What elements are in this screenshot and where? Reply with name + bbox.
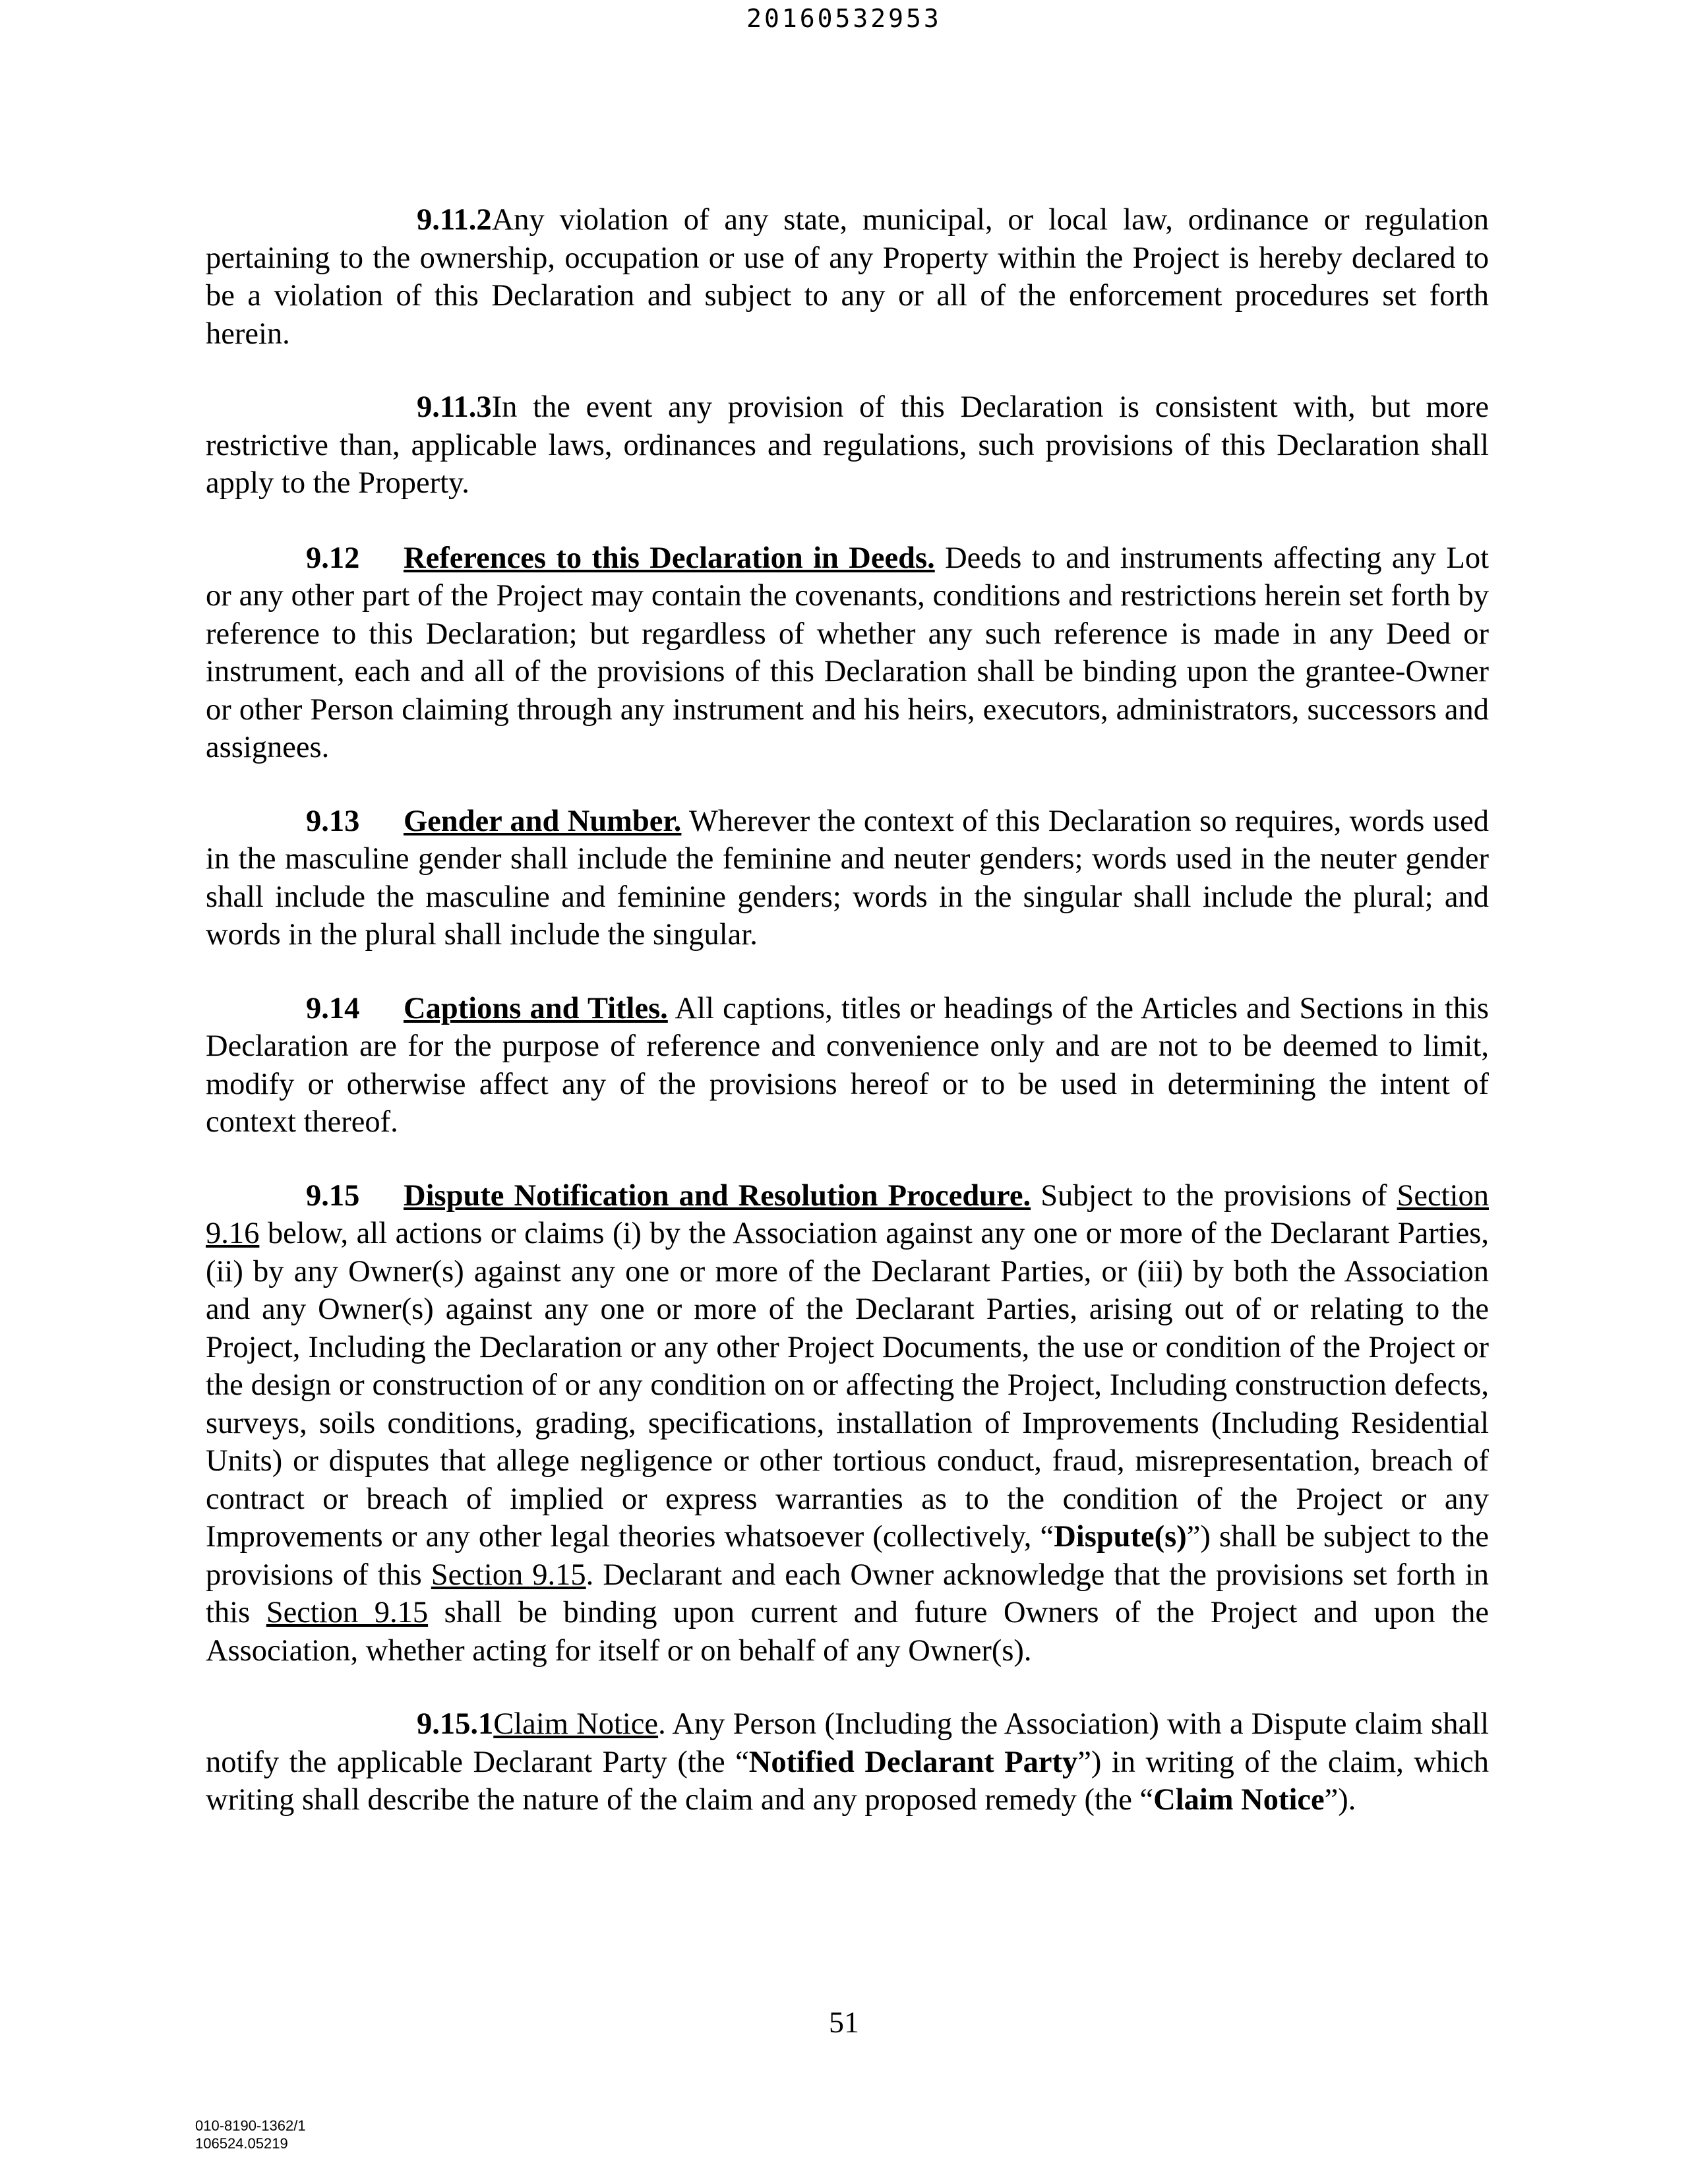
section-number: 9.11.3 [417, 390, 492, 424]
section-number: 9.13 [306, 804, 360, 838]
paragraph-text: . Any Person (Including the Association) with a Dispute claim shall notify the applicable Declarant Party (the “ [206, 1707, 1489, 1779]
paragraph-9-15 [206, 1177, 1489, 1670]
section-number: 9.12 [306, 541, 360, 575]
section-heading: References to this Declaration in Deeds. [404, 541, 935, 575]
section-reference: Section 9.15 [431, 1558, 586, 1592]
paragraph-text: below, all actions or claims (i) by the Association against any one or more of the Declarant Parties, (ii) by any Owner(s) against any one or more of the Declarant Parties, or (iii) by both the Association and any Owner(s) against any one or more of the Declarant Parties, arising out of or relating to the Project, Including the Declaration or any other Project Documents, the use or condition of the Project or the design or construction of or any condition on or affecting the Project, Including construction defects, surveys, soils conditions, grading, specifications, installation of Improvements (Including Residential Units) or disputes that allege negligence or other tortious conduct, fraud, misrepresentation, breach of contract or breach of implied or express warranties as to the condition of the Project or any Improvements or any other legal theories whatsoever (collectively, “ [206, 1217, 1489, 1554]
document-body [206, 201, 1489, 1819]
paragraph-text: ”). [1324, 1783, 1356, 1817]
footer-line: 010-8190-1362/1 [195, 2117, 306, 2134]
paragraph-9-11-2 [206, 201, 1489, 353]
footer-line: 106524.05219 [195, 2135, 288, 2152]
paragraph-text: Deeds to and instruments affecting any Lot or any other part of the Project may contain the covenants, conditions and restrictions herein set forth by reference to this Declaration; but regardless of whether any such reference is made in any Deed or instrument, each and all of the provisions of this Declaration shall be binding upon the grantee-Owner or other Person claiming through any instrument and his heirs, executors, administrators, successors and assignees. [206, 541, 1490, 764]
defined-term: Dispute(s) [1054, 1520, 1187, 1554]
paragraph-text: Subject to the provisions of [1031, 1178, 1397, 1213]
recording-number: 20160532953 [746, 4, 942, 33]
paragraph-9-14 [206, 990, 1489, 1141]
paragraph-text: In the event any provision of this Declaration is consistent with, but more restrictive than, applicable laws, ordinances and regulations, such provisions of this Declaration shall apply to the Property. [206, 390, 1489, 500]
section-reference: Section 9.15 [266, 1596, 429, 1629]
footer-doc-ids [195, 2117, 306, 2152]
section-number: 9.11.2 [417, 203, 492, 237]
page-number: 51 [829, 2005, 859, 2039]
paragraph-text: . Declarant and each Owner acknowledge that the provisions set forth in this [206, 1558, 1489, 1629]
paragraph-text: ”) shall be subject to the provisions of this [206, 1520, 1489, 1592]
paragraph-text: Wherever the context of this Declaration so requires, words used in the masculine gender shall include the feminine and neuter genders; words used in the neuter gender shall include the masculine and feminine genders; words in the singular shall include the plural; and words in the plural shall include the singular. [206, 804, 1489, 952]
section-number: 9.14 [306, 991, 360, 1025]
paragraph-9-11-3 [206, 388, 1489, 502]
section-heading: Gender and Number. [404, 804, 682, 838]
section-heading: Dispute Notification and Resolution Procedure. [404, 1178, 1031, 1213]
section-heading: Captions and Titles. [404, 991, 668, 1025]
paragraph-text: Any violation of any state, municipal, or local law, ordinance or regulation pertaining to the ownership, occupation or use of any Property within the Project is hereby declared to be a violation of this Declaration and subject to any or all of the enforcement procedures set forth herein. [206, 203, 1489, 351]
paragraph-9-13 [206, 803, 1489, 954]
paragraph-text: shall be binding upon current and future Owners of the Project and upon the Association, whether acting for itself or on behalf of any Owner(s). [206, 1596, 1490, 1668]
section-reference: Section 9.16 [206, 1178, 1489, 1250]
defined-term: Claim Notice [1153, 1783, 1325, 1817]
paragraph-9-12 [206, 539, 1489, 767]
section-heading: Claim Notice [493, 1707, 659, 1741]
paragraph-9-15-1 [206, 1705, 1489, 1819]
section-number: 9.15 [306, 1178, 360, 1213]
section-number: 9.15.1 [417, 1707, 494, 1741]
paragraph-text: ”) in writing of the claim, which writing shall describe the nature of the claim and any proposed remedy (the “ [206, 1745, 1489, 1817]
paragraph-text: All captions, titles or headings of the Articles and Sections in this Declaration are for the purpose of reference and convenience only and are not to be deemed to limit, modify or otherwise affect any of the provisions hereof or to be used in determining the intent of context thereof. [206, 991, 1489, 1139]
defined-term: Notified Declarant Party [748, 1745, 1078, 1779]
